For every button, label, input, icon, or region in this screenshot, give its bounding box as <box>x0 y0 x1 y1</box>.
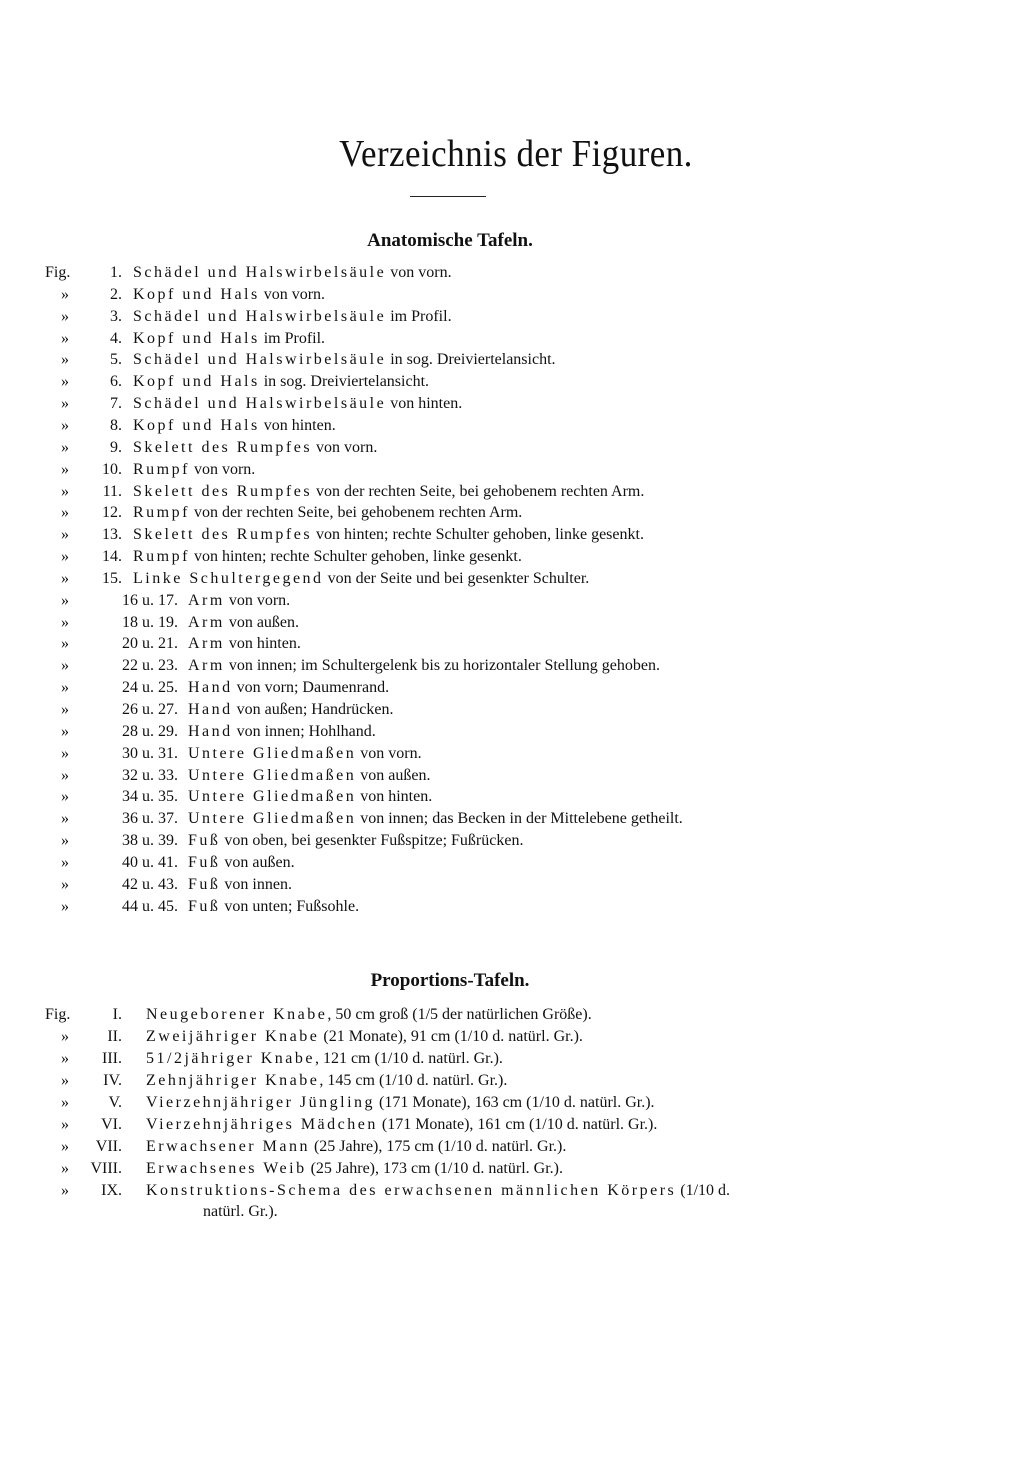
figure-name: Konstruktions-Schema des erwachsenen männlichen Körpers <box>146 1182 677 1199</box>
figure-number: 28 u. 29. <box>122 722 178 740</box>
list-item <box>0 546 1000 568</box>
figure-marker: » <box>61 853 69 871</box>
figure-number: 12. <box>102 504 122 522</box>
list-item <box>0 677 1000 699</box>
figure-number: 13. <box>102 526 122 544</box>
figure-marker: » <box>61 1138 69 1155</box>
figure-marker: » <box>61 1072 69 1089</box>
figure-description: (1/10 d. <box>676 1182 731 1199</box>
list-item <box>0 262 1000 284</box>
figure-marker: » <box>61 875 69 893</box>
list-item <box>0 1180 1000 1202</box>
figure-number: 20 u. 21. <box>122 635 178 653</box>
figure-marker: » <box>61 788 69 806</box>
list-item <box>0 699 1000 721</box>
figure-name: Vierzehnjähriges Mädchen <box>146 1116 378 1133</box>
list-item <box>0 1158 1000 1180</box>
figure-number: 24 u. 25. <box>122 679 178 697</box>
figure-number: IX. <box>101 1182 122 1199</box>
list-item <box>0 502 1000 524</box>
proportions-heading: Proportions-Tafeln. <box>370 970 530 991</box>
figure-name: Skelett des Rumpfes <box>133 526 313 544</box>
figure-name: Rumpf <box>133 548 190 566</box>
figure-marker: » <box>61 395 69 413</box>
list-item <box>0 874 1000 896</box>
figure-name: Untere Gliedmaßen <box>188 788 357 806</box>
figure-name: Fuß <box>188 853 221 871</box>
figure-name: Linke Schultergegend <box>133 569 324 587</box>
title-divider <box>410 196 486 197</box>
figure-marker: » <box>61 591 69 609</box>
figure-number: 10. <box>102 460 122 478</box>
figure-description: von oben, bei gesenkter Fußspitze; Fußrücken. <box>220 832 524 850</box>
list-item <box>0 830 1000 852</box>
figure-number: 8. <box>110 416 122 434</box>
figure-marker: Fig. <box>45 1006 71 1023</box>
figure-description: von innen; das Becken in der Mittelebene getheilt. <box>356 810 683 828</box>
figure-description: , 145 cm (1/10 d. natürl. Gr.). <box>319 1072 508 1089</box>
list-item <box>0 852 1000 874</box>
figure-number: V. <box>108 1094 122 1111</box>
figure-marker: » <box>61 569 69 587</box>
figure-number: 16 u. 17. <box>122 591 178 609</box>
figure-marker: » <box>61 351 69 369</box>
figure-name: Zehnjähriger Knabe <box>146 1072 320 1089</box>
figure-marker: » <box>61 722 69 740</box>
figure-name: Fuß <box>188 897 221 915</box>
figure-marker: » <box>61 1094 69 1111</box>
figure-marker: » <box>61 438 69 456</box>
figure-marker: » <box>61 460 69 478</box>
figure-name: Arm <box>188 591 225 609</box>
figure-name: Erwachsener Mann <box>146 1138 310 1155</box>
figure-name: Kopf und Hals <box>133 329 260 347</box>
list-item <box>0 1070 1000 1092</box>
figure-marker: » <box>61 1028 69 1045</box>
proportions-continuation: natürl. Gr.). <box>203 1203 278 1220</box>
figure-number: II. <box>107 1028 122 1045</box>
list-item <box>0 590 1000 612</box>
figure-number: 26 u. 27. <box>122 701 178 718</box>
list-item <box>0 371 1000 393</box>
figure-number: 44 u. 45. <box>122 897 178 915</box>
anatomical-heading: Anatomische Tafeln. <box>367 230 533 251</box>
figure-name: Rumpf <box>133 460 190 478</box>
list-item <box>0 765 1000 787</box>
figure-number: IV. <box>103 1072 122 1089</box>
figure-marker: » <box>61 416 69 434</box>
figure-marker: » <box>61 766 69 784</box>
figure-name: Zweijähriger Knabe <box>146 1028 320 1045</box>
figure-name: Neugeborener Knabe <box>146 1006 328 1023</box>
figure-description: (25 Jahre), 173 cm (1/10 d. natürl. Gr.). <box>306 1160 563 1177</box>
figure-marker: » <box>61 635 69 653</box>
figure-name: Schädel und Halswirbelsäule <box>133 351 387 369</box>
list-item <box>0 1048 1000 1070</box>
figure-name: Untere Gliedmaßen <box>188 766 357 784</box>
figure-description: von vorn. <box>312 438 378 456</box>
figure-marker: » <box>61 482 69 500</box>
list-item <box>0 481 1000 503</box>
figure-description: in sog. Dreiviertelansicht. <box>259 373 430 391</box>
figure-number: 6. <box>110 373 122 391</box>
figure-description: von außen; Handrücken. <box>232 701 394 718</box>
list-item <box>0 633 1000 655</box>
figure-description: von unten; Fußsohle. <box>220 897 360 915</box>
list-item <box>0 1092 1000 1114</box>
list-item <box>0 568 1000 590</box>
figure-description: von innen; im Schultergelenk bis zu horizontaler Stellung gehoben. <box>224 657 660 675</box>
figure-description: von außen. <box>356 766 431 784</box>
figure-name: Vierzehnjähriger Jüngling <box>146 1094 376 1111</box>
list-item <box>0 743 1000 765</box>
figure-description: , 50 cm groß (1/5 der natürlichen Größe). <box>327 1006 592 1023</box>
figure-marker: » <box>61 810 69 828</box>
figure-marker: » <box>61 504 69 522</box>
list-item <box>0 1004 1000 1026</box>
figure-number: 9. <box>110 438 122 456</box>
figure-description: im Profil. <box>259 329 326 347</box>
list-item <box>0 459 1000 481</box>
figure-marker: » <box>61 832 69 850</box>
list-item <box>0 1026 1000 1048</box>
figure-number: 40 u. 41. <box>122 853 178 871</box>
figure-name: Kopf und Hals <box>133 285 260 303</box>
figure-description: von hinten; rechte Schulter gehoben, linke gesenkt. <box>189 548 522 566</box>
list-item <box>0 328 1000 350</box>
figure-marker: » <box>61 657 69 675</box>
figure-number: 32 u. 33. <box>122 766 178 784</box>
figure-number: 3. <box>110 307 122 325</box>
figure-name: Fuß <box>188 832 221 850</box>
figure-marker: » <box>61 285 69 303</box>
figure-marker: » <box>61 1116 69 1133</box>
figure-description: von hinten. <box>386 395 463 413</box>
figure-description: von hinten. <box>224 635 301 653</box>
figure-number: 22 u. 23. <box>122 657 178 675</box>
figure-description: , 121 cm (1/10 d. natürl. Gr.). <box>314 1050 503 1067</box>
list-item <box>0 721 1000 743</box>
list-item <box>0 437 1000 459</box>
figure-number: 14. <box>102 548 122 566</box>
figure-description: von vorn. <box>189 460 256 478</box>
figure-name: Rumpf <box>133 504 190 522</box>
figure-name: Untere Gliedmaßen <box>188 744 357 762</box>
figure-marker: » <box>61 701 69 718</box>
figure-number: 11. <box>102 482 122 500</box>
figure-number: 1. <box>110 264 122 281</box>
figure-description: von der Seite und bei gesenkter Schulter. <box>323 569 590 587</box>
figure-name: Hand <box>188 679 233 697</box>
figure-marker: » <box>61 526 69 544</box>
figure-number: 38 u. 39. <box>122 832 178 850</box>
figure-marker: » <box>61 1050 69 1067</box>
figure-name: Kopf und Hals <box>133 416 260 434</box>
figure-marker: » <box>61 373 69 391</box>
figure-description: von vorn; Daumenrand. <box>232 679 390 697</box>
figure-description: von der rechten Seite, bei gehobenem rechten Arm. <box>189 504 523 522</box>
figure-number: VIII. <box>90 1160 122 1177</box>
figure-name: Arm <box>188 635 225 653</box>
figure-number: 5. <box>110 351 122 369</box>
figure-name: Schädel und Halswirbelsäule <box>133 395 387 413</box>
list-item <box>0 415 1000 437</box>
figure-description: von außen. <box>220 853 295 871</box>
figure-marker: Fig. <box>45 264 71 281</box>
figure-number: VII. <box>95 1138 122 1155</box>
figure-number: 15. <box>102 569 122 587</box>
figure-number: VI. <box>101 1116 122 1133</box>
figure-number: 4. <box>110 329 122 347</box>
figure-description: im Profil. <box>386 307 452 325</box>
figure-number: 34 u. 35. <box>122 788 178 806</box>
list-item <box>0 349 1000 371</box>
figure-description: von innen. <box>220 875 292 893</box>
figure-number: III. <box>102 1050 122 1067</box>
figure-name: 51/2jähriger Knabe <box>146 1050 315 1067</box>
figure-description: von vorn. <box>386 264 452 281</box>
figure-description: (25 Jahre), 175 cm (1/10 d. natürl. Gr.). <box>309 1138 567 1155</box>
list-item <box>0 896 1000 918</box>
figure-description: von hinten. <box>259 416 336 434</box>
figure-number: 2. <box>110 285 122 303</box>
figure-name: Hand <box>188 701 233 718</box>
figure-number: 30 u. 31. <box>122 744 178 762</box>
figure-number: I. <box>112 1006 122 1023</box>
list-item <box>0 1136 1000 1158</box>
figure-name: Arm <box>188 613 225 631</box>
figure-description: (171 Monate), 161 cm (1/10 d. natürl. Gr.). <box>377 1116 658 1133</box>
figure-description: von vorn. <box>356 744 422 762</box>
figure-name: Arm <box>188 657 225 675</box>
figure-description: von der rechten Seite, bei gehobenem rechten Arm. <box>312 482 645 500</box>
figure-marker: » <box>61 548 69 566</box>
list-item <box>0 1114 1000 1136</box>
figure-description: (171 Monate), 163 cm (1/10 d. natürl. Gr.). <box>375 1094 655 1111</box>
figure-description: von innen; Hohlhand. <box>232 722 376 740</box>
figure-name: Hand <box>188 722 233 740</box>
figure-name: Kopf und Hals <box>133 373 260 391</box>
list-item <box>0 306 1000 328</box>
figure-marker: » <box>61 1160 69 1177</box>
figure-description: von hinten. <box>356 788 433 806</box>
figure-name: Schädel und Halswirbelsäule <box>133 307 387 325</box>
figure-description: von vorn. <box>224 591 291 609</box>
figure-description: von hinten; rechte Schulter gehoben, linke gesenkt. <box>312 526 644 544</box>
figure-marker: » <box>61 1182 69 1199</box>
figure-number: 36 u. 37. <box>122 810 178 828</box>
figure-description: in sog. Dreiviertelansicht. <box>386 351 556 369</box>
figure-name: Schädel und Halswirbelsäule <box>133 264 387 281</box>
figure-name: Fuß <box>188 875 221 893</box>
figure-marker: » <box>61 679 69 697</box>
figure-marker: » <box>61 307 69 325</box>
figure-marker: » <box>61 744 69 762</box>
figure-name: Untere Gliedmaßen <box>188 810 357 828</box>
figure-number: 18 u. 19. <box>122 613 178 631</box>
page-title: Verzeichnis der Figuren. <box>339 133 693 175</box>
figure-number: 7. <box>110 395 122 413</box>
figure-description: (21 Monate), 91 cm (1/10 d. natürl. Gr.). <box>319 1028 583 1045</box>
list-item <box>0 524 1000 546</box>
figure-marker: » <box>61 329 69 347</box>
figure-description: von außen. <box>224 613 300 631</box>
list-item <box>0 655 1000 677</box>
figure-name: Erwachsenes Weib <box>146 1160 307 1177</box>
figure-name: Skelett des Rumpfes <box>133 482 313 500</box>
list-item <box>0 808 1000 830</box>
list-item <box>0 612 1000 634</box>
list-item <box>0 284 1000 306</box>
figure-description: von vorn. <box>259 285 326 303</box>
figure-marker: » <box>61 897 69 915</box>
list-item <box>0 786 1000 808</box>
figure-marker: » <box>61 613 69 631</box>
figure-name: Skelett des Rumpfes <box>133 438 313 456</box>
list-item <box>0 393 1000 415</box>
figure-number: 42 u. 43. <box>122 875 178 893</box>
